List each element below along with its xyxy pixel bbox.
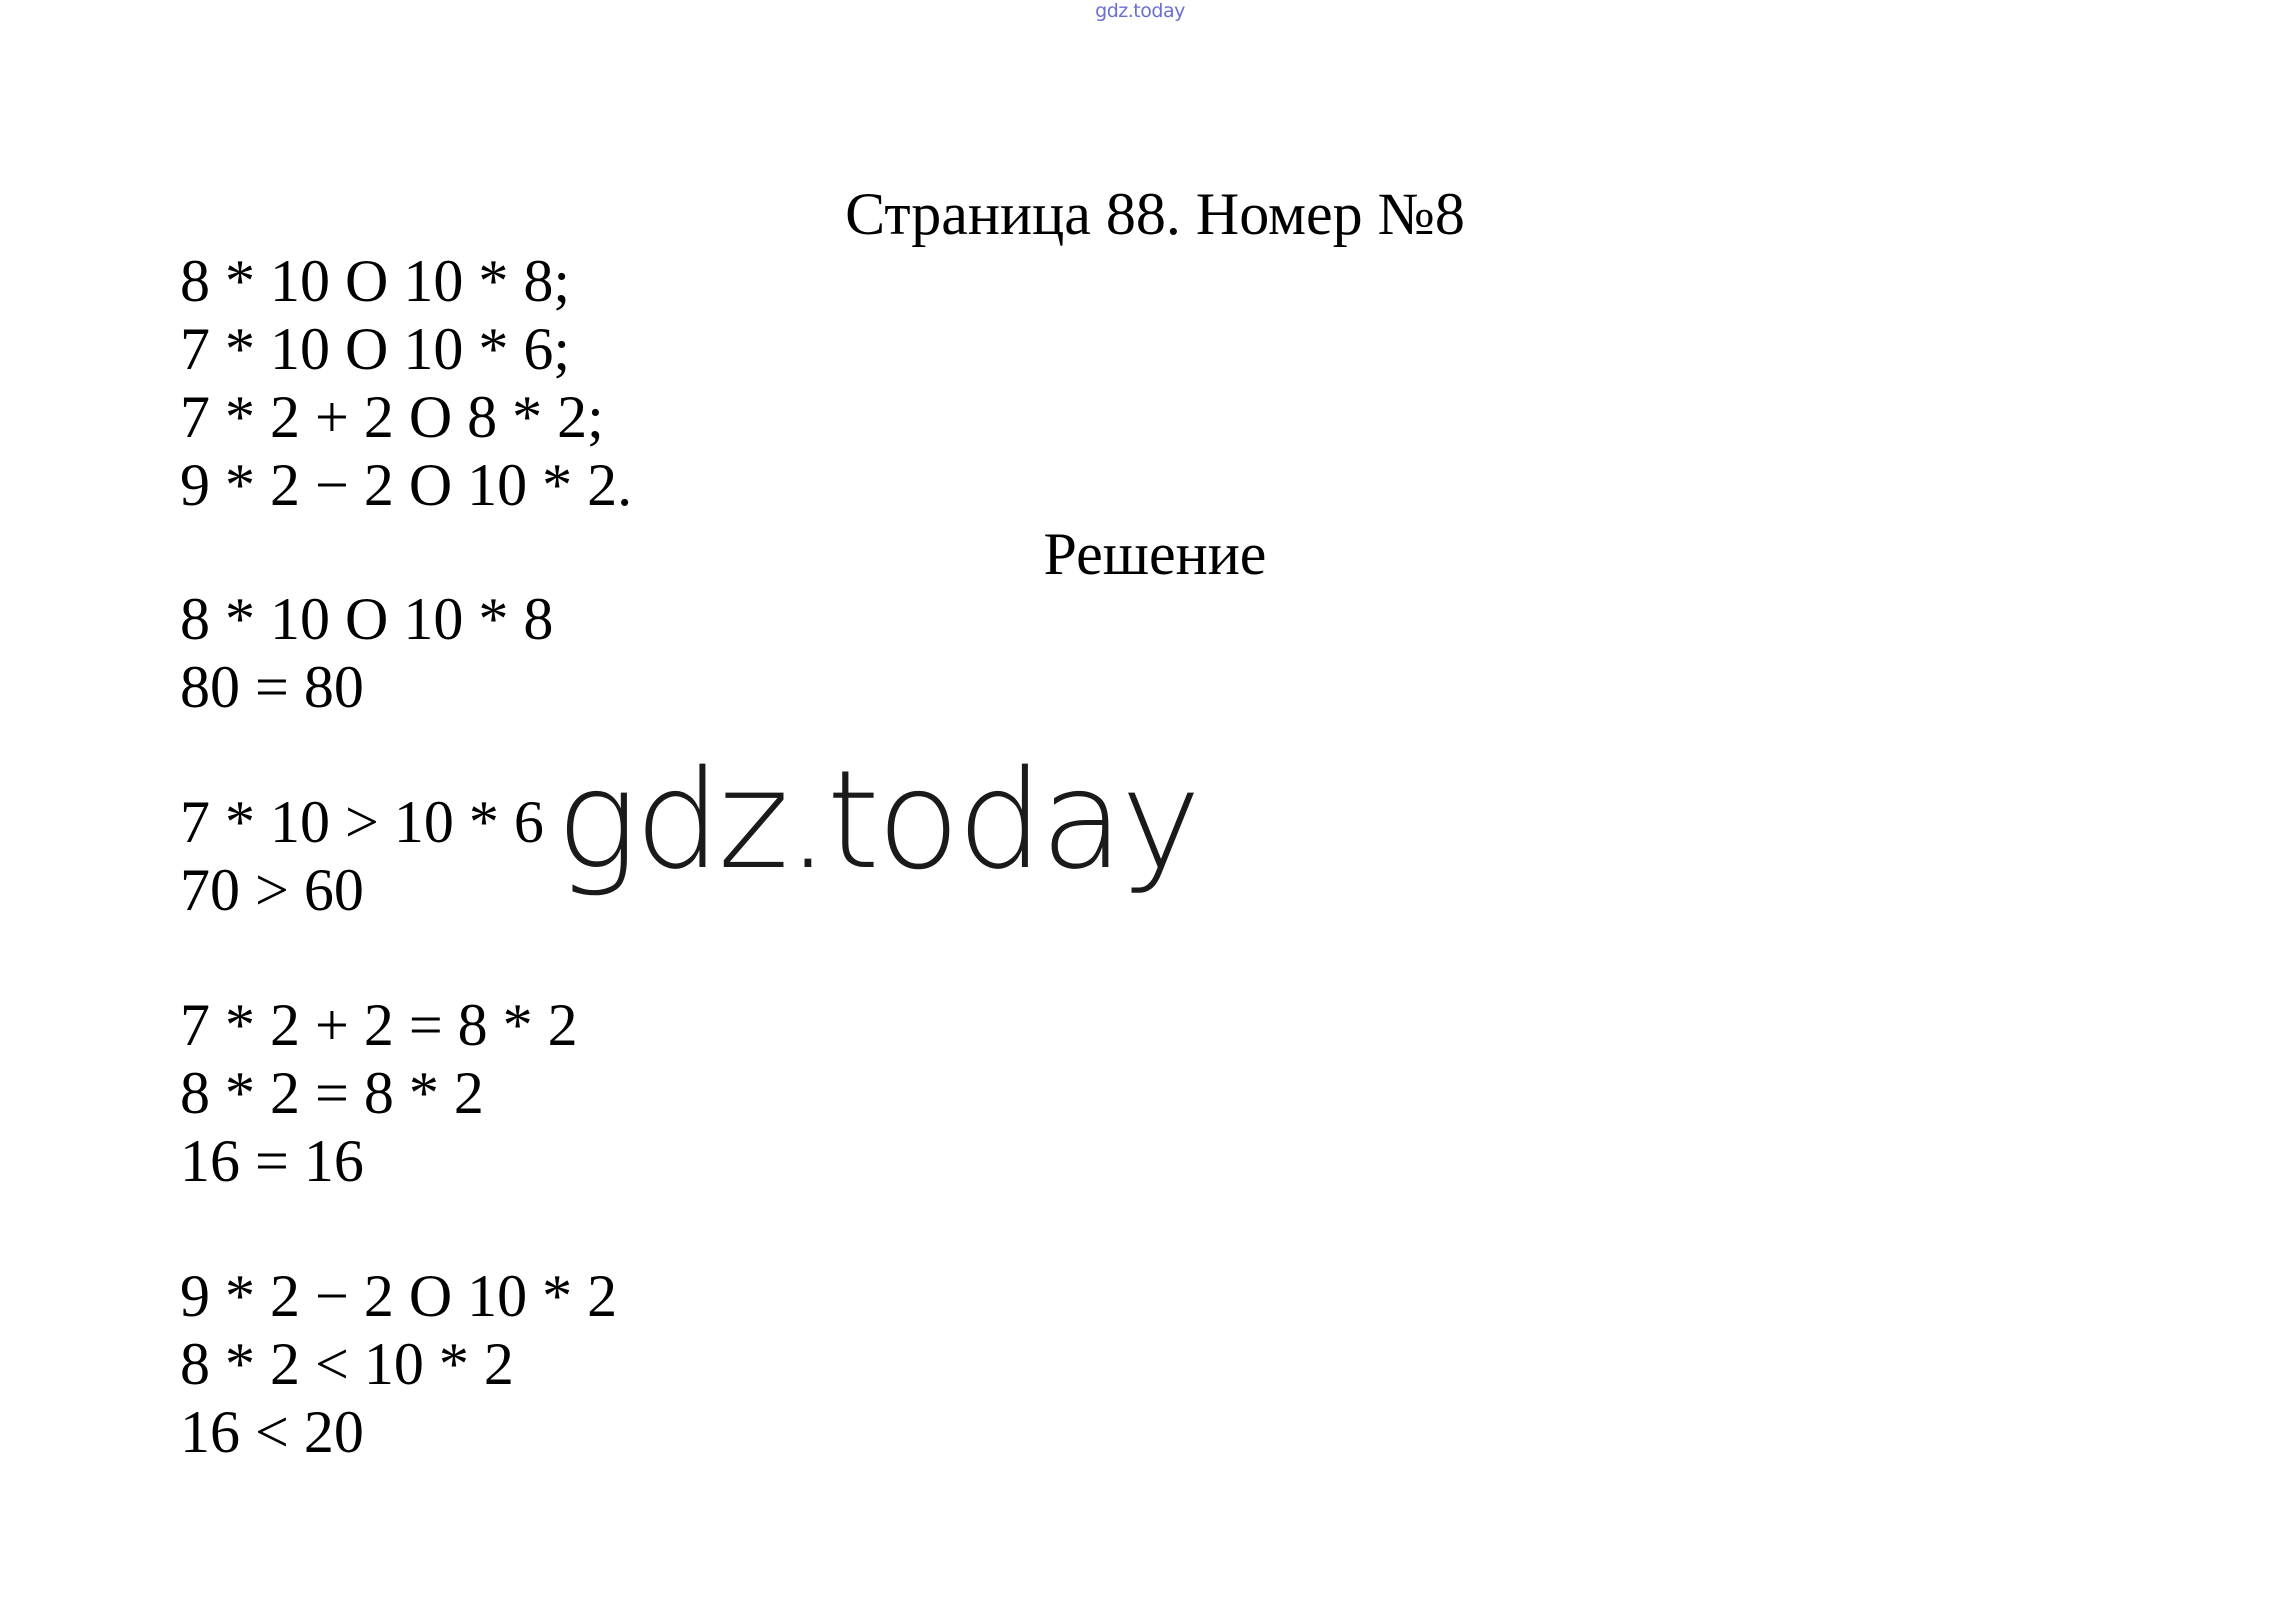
problem-statement bbox=[180, 247, 632, 519]
problem-line: 7 * 10 O 10 * 6; bbox=[180, 316, 570, 382]
top-watermark: gdz.today bbox=[1095, 0, 1185, 22]
solution-line: 16 < 20 bbox=[180, 1399, 364, 1465]
solution-group-1 bbox=[180, 585, 553, 721]
solution-heading: Решение bbox=[1043, 521, 1267, 587]
center-watermark: gdz.today bbox=[556, 742, 1199, 900]
solution-group-3 bbox=[180, 991, 578, 1195]
solution-group-2 bbox=[180, 788, 544, 924]
page-title: Страница 88. Номер №8 bbox=[845, 181, 1465, 247]
solution-line: 7 * 10 > 10 * 6 bbox=[180, 789, 544, 855]
solution-group-4 bbox=[180, 1262, 617, 1466]
problem-line: 7 * 2 + 2 O 8 * 2; bbox=[180, 384, 604, 450]
solution-line: 9 * 2 − 2 O 10 * 2 bbox=[180, 1263, 618, 1329]
solution-line: 80 = 80 bbox=[180, 654, 364, 720]
problem-line: 9 * 2 − 2 O 10 * 2. bbox=[180, 452, 633, 518]
solution-line: 70 > 60 bbox=[180, 857, 364, 923]
solution-line: 8 * 2 = 8 * 2 bbox=[180, 1060, 484, 1126]
solution-line: 7 * 2 + 2 = 8 * 2 bbox=[180, 992, 578, 1058]
solution-line: 8 * 10 O 10 * 8 bbox=[180, 586, 554, 652]
solution-line: 8 * 2 < 10 * 2 bbox=[180, 1331, 514, 1397]
problem-line: 8 * 10 O 10 * 8; bbox=[180, 248, 570, 314]
solution-line: 16 = 16 bbox=[180, 1128, 364, 1194]
